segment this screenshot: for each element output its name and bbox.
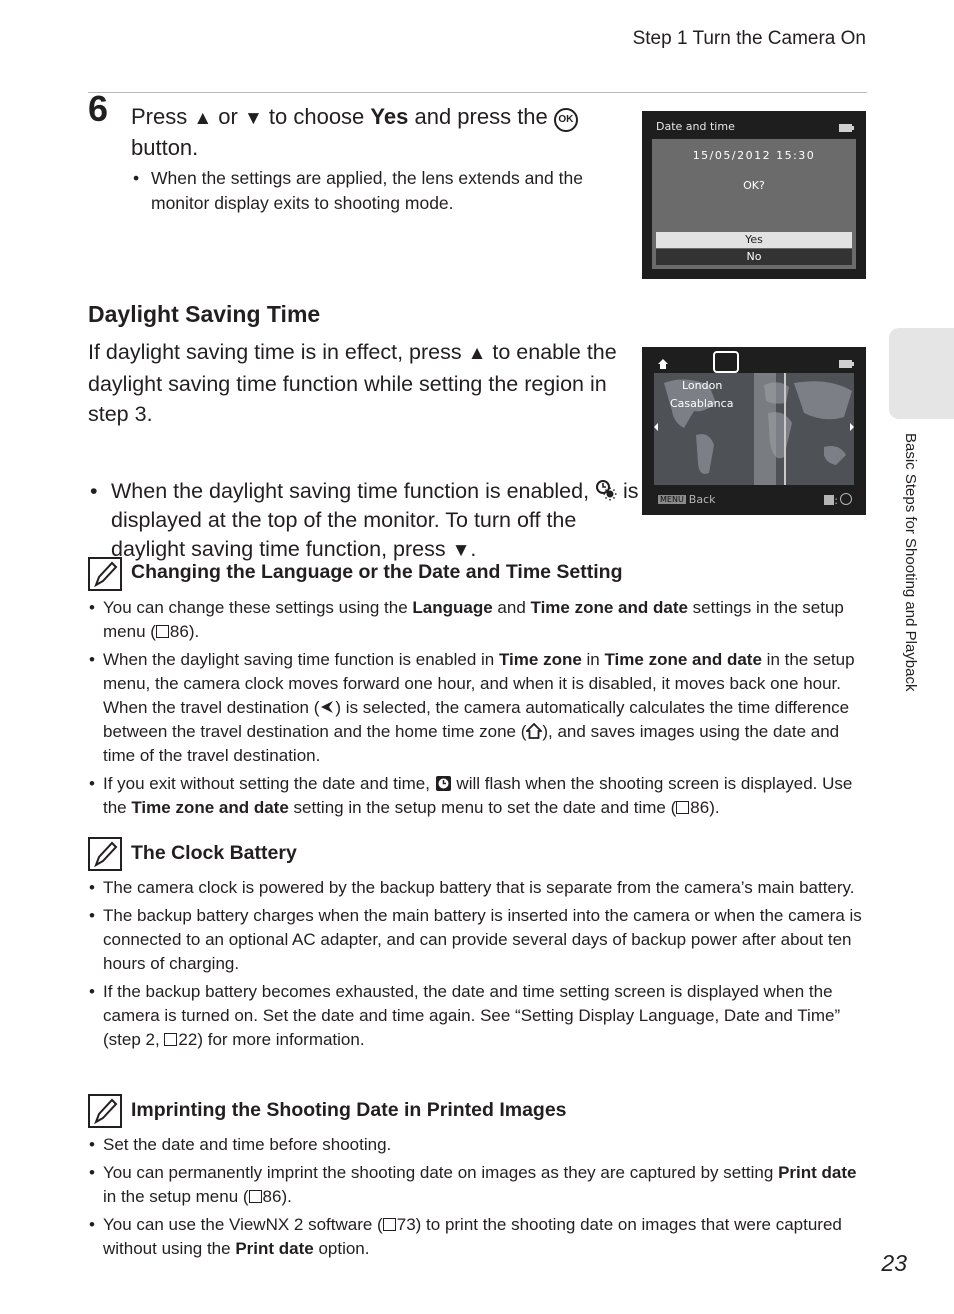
menu-button-icon: MENU [660,495,684,504]
key-hint [824,493,852,507]
step-text: to choose [262,104,371,129]
page-ref-icon [156,625,169,638]
pencil-note-icon [88,557,122,591]
note-text: ). [281,1187,292,1206]
page-ref: 86 [169,622,189,641]
dst-small-icon [840,493,852,505]
no-menu-item[interactable]: No [656,249,852,265]
list-item: • The backup battery charges when the main battery is inserted into the camera or when the camera is connected to an optional AC adapter, and can provide several days of backup power after about ten hours of charging. [102,904,867,976]
page-ref-icon [676,801,689,814]
key-hint-separator: : [834,494,838,507]
note-text: ), and saves images using the date and time of the travel destination. [103,722,840,765]
pencil-note-icon [88,837,122,871]
step-title [131,102,621,162]
city-label-london: London [682,379,723,392]
dst-text: . [470,537,477,561]
menu-name: Time zone and date [530,598,688,617]
step-text: and press the [408,104,554,129]
running-header: Step 1 Turn the Camera On [632,28,866,49]
confirm-question: OK? [743,179,765,192]
menu-name: Print date [778,1163,857,1182]
step-text: or [212,104,244,129]
chapter-tab [889,328,954,419]
yes-option-label: Yes [370,104,409,129]
battery-icon [839,124,852,132]
down-arrow-icon: ▼ [243,108,263,129]
list-item [102,1213,867,1261]
page-ref-icon [249,1190,262,1203]
world-map [654,373,854,485]
note-text: in the setup menu, the camera clock moves forward one hour, and when it is disabled, it moves back one hour. When the travel destination ( [103,650,855,717]
page-ref: 86 [690,798,710,817]
back-label: Back [688,493,716,506]
step-number: 6 [88,88,109,129]
dst-bullet [88,477,646,565]
note-list [102,596,867,824]
city-label-casablanca: Casablanca [670,397,734,410]
menu-name: Time zone and date [604,650,762,669]
note-text: You can permanently imprint the shooting date on images as they are captured by setting [103,1163,779,1182]
list-item: • Set the date and time before shooting. [102,1133,867,1157]
step-text: Press [131,104,194,129]
note-text: ). [188,622,200,641]
note-text: You can use the ViewNX 2 software ( [103,1215,383,1234]
note-text: If you exit without setting the date and time, [103,774,435,793]
header-rule [88,92,867,93]
note-list [102,1133,867,1265]
list-item [102,772,867,820]
menu-name: Language [412,598,493,617]
note-text: and [492,598,531,617]
menu-name: Print date [235,1239,314,1258]
chapter-tab-label: Basic Steps for Shooting and Playback [902,433,919,692]
battery-icon [839,360,852,368]
note-title: The Clock Battery [131,842,297,864]
page-ref-icon [164,1033,177,1046]
step-text: button. [131,135,199,160]
note-text: If the backup battery becomes exhausted, the date and time setting screen is displayed when the camera is turned on. Set the date and time again. See “Setting Display Language, Date and Time” (step 2, [103,982,841,1049]
menu-name: Time zone [498,650,582,669]
note-text: When the daylight saving time function is enabled in [103,650,499,669]
page-ref: 22 [178,1030,198,1049]
list-item [102,648,867,768]
daylight-saving-icon [595,479,617,501]
page-ref: 86 [262,1187,282,1206]
up-arrow-icon: ▲ [193,108,213,129]
note-text: You can change these settings using the [103,598,413,617]
note-text: in [581,650,605,669]
page-ref: 73 [396,1215,416,1234]
back-hint [658,493,716,506]
camera-screen-date-confirm [642,111,866,279]
ok-button-icon: OK [554,108,578,132]
date-not-set-icon [435,775,452,792]
home-icon [526,723,542,739]
dst-text: If daylight saving time is in effect, press [88,340,468,364]
date-panel [652,139,856,269]
dst-text: is displayed at the top of the monitor. To turn off the daylight saving time function, press [111,479,639,561]
up-down-key-icon [824,495,834,505]
note-text: will flash when the shooting screen is displayed. Use the [103,774,853,817]
up-arrow-icon: ▲ [467,343,487,364]
screen-title: Date and time [656,120,735,133]
note-text: ) for more information. [197,1030,365,1049]
note-title: Imprinting the Shooting Date in Printed Images [131,1099,567,1121]
page-ref-icon [383,1218,396,1231]
section-heading: Daylight Saving Time [88,301,321,327]
list-item [102,980,867,1052]
step-bullet: • When the settings are applied, the lens extends and the monitor display exits to shooting mode. [131,166,641,216]
note-list [102,876,867,1056]
note-text: option. [313,1239,370,1258]
datetime-value: 15/05/2012 15:30 [692,149,816,162]
note-text: in the setup menu ( [103,1187,249,1206]
camera-screen-world-map [642,347,866,515]
note-text: ) is selected, the camera automatically calculates the time difference between the travel destination and the home time zone ( [103,698,850,741]
dst-paragraph [88,337,623,429]
note-text: ). [709,798,720,817]
list-item [102,596,867,644]
pencil-note-icon [88,1094,122,1128]
dst-text: When the daylight saving time function is enabled, [111,479,596,503]
page-number: 23 [881,1250,907,1276]
note-text: settings in the setup menu ( [103,598,844,641]
down-arrow-icon: ▼ [451,540,471,561]
list-item [102,1161,867,1209]
list-item: • The camera clock is powered by the backup battery that is separate from the camera’s main battery. [102,876,867,900]
note-text: ) to print the shooting date on images that were captured without using the [103,1215,842,1258]
menu-name: Time zone and date [131,798,289,817]
note-title: Changing the Language or the Date and Time Setting [131,561,623,583]
home-icon [657,358,669,370]
dst-text: to enable the daylight saving time function while setting the region in step 3. [88,340,617,426]
note-text: setting in the setup menu to set the date and time ( [288,798,677,817]
travel-destination-icon [319,699,335,715]
yes-menu-item[interactable]: Yes [656,232,852,248]
dst-indicator-box [713,351,739,373]
